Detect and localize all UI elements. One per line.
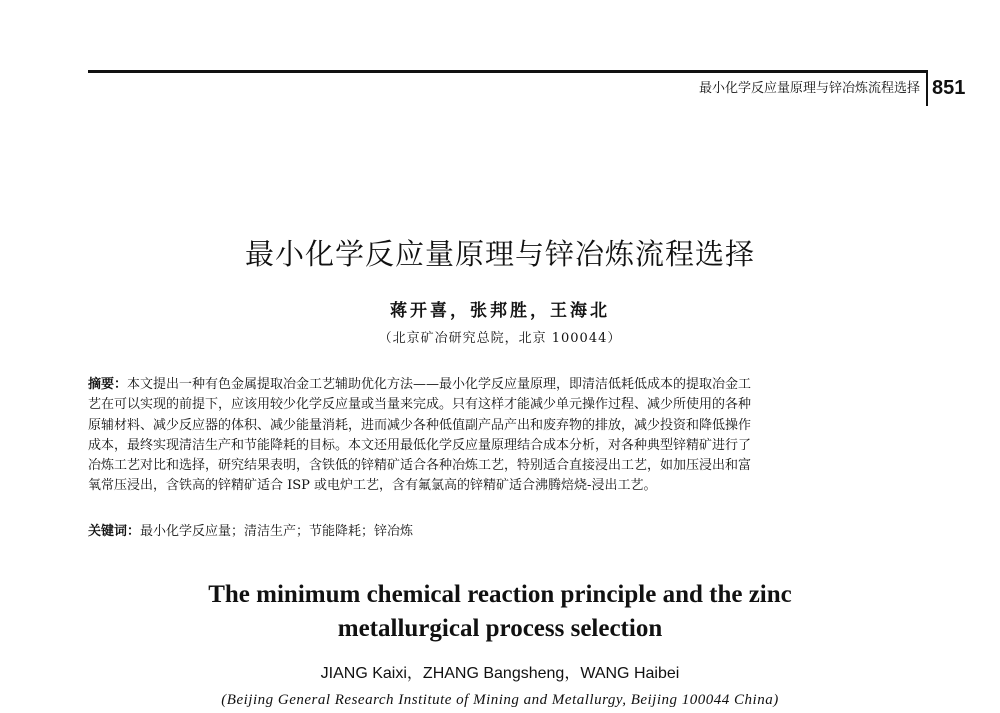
abstract-line: 冶炼工艺对比和选择，研究结果表明，含铁低的锌精矿适合各种冶炼工艺，特别适合直接浸出工艺，如加压浸出和富 <box>88 458 752 474</box>
keywords-cn <box>88 523 413 541</box>
abstract-line: 艺在可以实现的前提下，应该用较少化学反应量或当量来完成。只有这样才能减少单元操作过程、减少所使用的各种 <box>88 397 752 413</box>
paper-title-en-line2: metallurgical process selection <box>337 615 663 642</box>
header-rule <box>88 70 928 73</box>
keywords-label: 关键词： <box>88 524 141 539</box>
running-title: 最小化学反应量原理与锌冶炼流程选择 <box>698 81 920 96</box>
authors-en: JIANG Kaixi，ZHANG Bangsheng，WANG Haibei <box>320 665 680 682</box>
abstract-line: 成本，最终实现清洁生产和节能降耗的目标。本文还用最低化学反应量原理结合成本分析，对各种典型锌精矿进行了 <box>88 437 752 453</box>
paper-title-en-line1: The minimum chemical reaction principle and the zinc <box>208 581 792 608</box>
affiliation-en: (Beijing General Research Institute of Mining and Metallurgy, Beijing 100044 China) <box>221 692 779 708</box>
paper-title-en <box>0 578 1000 646</box>
affiliation-cn: （北京矿冶研究总院，北京 100044） <box>378 331 622 346</box>
authors-cn: 蒋开喜，张邦胜，王海北 <box>390 301 610 321</box>
header-divider <box>926 70 928 106</box>
abstract-cn <box>88 375 928 497</box>
abstract-line: 摘要：本文提出一种有色金属提取冶金工艺辅助优化方法——最小化学反应量原理，即清洁低耗低成本的提取冶金工 <box>88 377 752 392</box>
abstract-label: 摘要： <box>88 377 128 392</box>
keywords-text: 最小化学反应量；清洁生产；节能降耗；锌冶炼 <box>140 524 414 539</box>
abstract-line: 氧常压浸出，含铁高的锌精矿适合 ISP 或电炉工艺，含有氟氯高的锌精矿适合沸腾焙烧-浸出工艺。 <box>88 478 657 494</box>
page-number: 851 <box>932 77 966 99</box>
abstract-line: 原辅材料、减少反应器的体积、减少能量消耗，进而减少各种低值副产品产出和废弃物的排放，减少投资和降低操作 <box>88 417 752 433</box>
paper-title-cn: 最小化学反应量原理与锌冶炼流程选择 <box>244 237 755 271</box>
